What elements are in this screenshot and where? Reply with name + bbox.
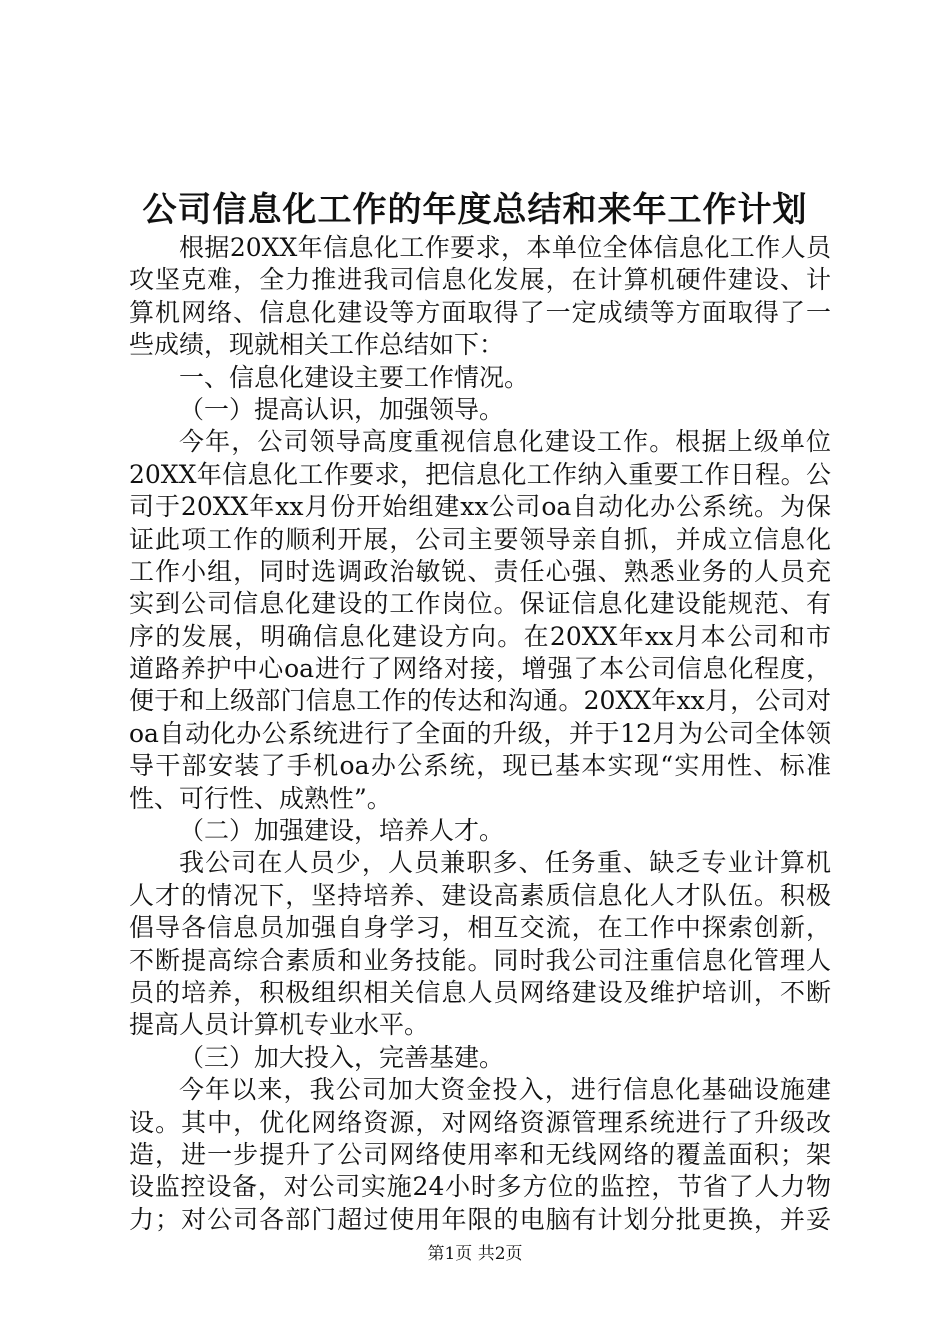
paragraph-line: 根据20XX年信息化工作要求，本单位全体信息化工作人员 [179, 233, 831, 262]
paragraph-line: 不断提高综合素质和业务技能。同时我公司注重信息化管理人 [129, 945, 831, 975]
paragraph-line: 性、可行性、成熟性”。 [129, 783, 392, 813]
paragraph-line: 我公司在人员少，人员兼职多、任务重、缺乏专业计算机 [179, 848, 831, 878]
paragraph-line: 实到公司信息化建设的工作岗位。保证信息化建设能规范、有 [129, 589, 831, 619]
section-heading: 一、信息化建设主要工作情况。 [179, 362, 530, 392]
paragraph-line: 司于20XX年xx月份开始组建xx公司oa自动化办公系统。为保 [129, 492, 831, 522]
paragraph-line: 攻坚克难，全力推进我司信息化发展，在计算机硬件建设、计 [129, 265, 831, 295]
paragraph-line: 工作小组，同时选调政治敏锐、责任心强、熟悉业务的人员充 [129, 556, 831, 586]
paragraph-line: 力；对公司各部门超过使用年限的电脑有计划分批更换，并妥 [129, 1204, 831, 1234]
paragraph-line: 设。其中，优化网络资源，对网络资源管理系统进行了升级改 [129, 1107, 831, 1137]
paragraph-line: 人才的情况下，坚持培养、建设高素质信息化人才队伍。积极 [129, 880, 831, 910]
paragraph-line: 证此项工作的顺利开展，公司主要领导亲自抓，并成立信息化 [129, 524, 831, 554]
paragraph-line: 导干部安装了手机oa办公系统，现已基本实现“实用性、标准 [129, 751, 831, 781]
paragraph-line: 道路养护中心oa进行了网络对接，增强了本公司信息化程度， [129, 654, 831, 684]
subsection-heading: （二）加强建设，培养人才。 [179, 816, 505, 846]
subsection-heading: （三）加大投入，完善基建。 [179, 1042, 505, 1072]
paragraph-line: 序的发展，明确信息化建设方向。在20XX年xx月本公司和市 [129, 621, 831, 651]
paragraph-line: 便于和上级部门信息工作的传达和沟通。20XX年xx月，公司对 [129, 686, 831, 716]
paragraph-line: 今年以来，我公司加大资金投入，进行信息化基础设施建 [179, 1075, 831, 1105]
page-number-footer: 第1页 共2页 [427, 1244, 523, 1264]
paragraph-line: 20XX年信息化工作要求，把信息化工作纳入重要工作日程。公 [129, 459, 831, 489]
paragraph-line: 算机网络、信息化建设等方面取得了一定成绩等方面取得了一 [129, 297, 831, 327]
paragraph-line: 提高人员计算机专业水平。 [129, 1010, 430, 1040]
paragraph-line: 倡导各信息员加强自身学习，相互交流，在工作中探索创新， [129, 913, 831, 943]
document-title: 公司信息化工作的年度总结和来年工作计划 [142, 190, 808, 230]
paragraph-line: oa自动化办公系统进行了全面的升级，并于12月为公司全体领 [129, 718, 831, 748]
paragraph-line: 设监控设备，对公司实施24小时多方位的监控，节省了人力物 [129, 1172, 831, 1202]
paragraph-line: 员的培养，积极组织相关信息人员网络建设及维护培训，不断 [129, 977, 831, 1007]
paragraph-line: 造，进一步提升了公司网络使用率和无线网络的覆盖面积；架 [129, 1139, 831, 1169]
paragraph-line: 今年，公司领导高度重视信息化建设工作。根据上级单位 [179, 427, 831, 457]
subsection-heading: （一）提高认识，加强领导。 [179, 394, 505, 424]
paragraph-line: 些成绩，现就相关工作总结如下： [129, 330, 505, 360]
document-body [129, 232, 831, 1236]
